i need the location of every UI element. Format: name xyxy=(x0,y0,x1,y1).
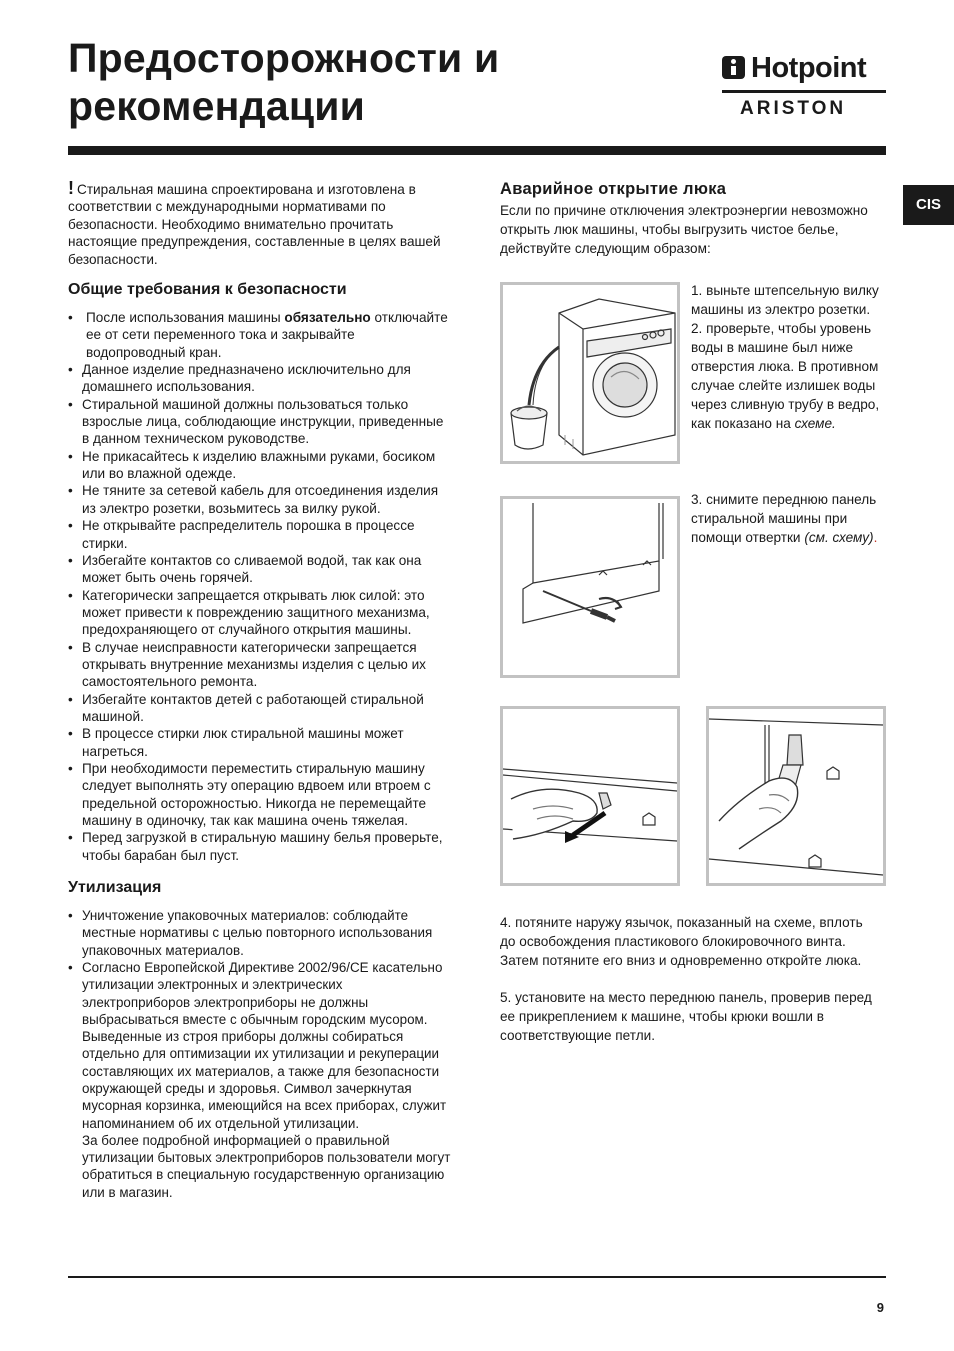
list-item: • Уничтожение упаковочных материалов: соблюдайте местные нормативы с целью повторного использования упаковочных материалов. xyxy=(68,907,452,959)
disposal-list xyxy=(68,907,452,1132)
step-2: 2. проверьте, чтобы уровень воды в машине был ниже отверстия люка. В противном случае слейте излишек воды через сливную трубу в ведро, как показано на схеме. xyxy=(691,321,880,431)
list-item: • Перед загрузкой в стиральную машину белья проверьте, чтобы барабан был пуст. xyxy=(68,829,452,864)
intro-paragraph xyxy=(68,178,452,268)
left-column xyxy=(68,178,452,1201)
figure-drain-bucket xyxy=(500,282,680,464)
page-title: Предосторожности и рекомендации xyxy=(68,35,500,129)
logo-subbrand: ARISTON xyxy=(740,98,847,119)
figure-drain-bucket-drawing xyxy=(503,285,677,461)
safety-heading: Общие требования к безопасности xyxy=(68,281,347,299)
figure-pull-tab xyxy=(500,706,680,886)
list-item: • Не прикасайтесь к изделию влажными руками, босиком или во влажной одежде. xyxy=(68,448,452,483)
step-5: 5. установите на место переднюю панель, проверив перед ее прикреплением к машине, чтобы крюки вошли в соответствующие петли. xyxy=(500,990,872,1043)
right-intro xyxy=(500,179,880,258)
list-item: • При необходимости переместить стиральную машину следует выполнять эту операцию вдвоем или втроем с предельной осторожностью. Никогда не перемещайте машину в одиночку, так как машина очень тяжелая. xyxy=(68,760,452,829)
region-tab: CIS xyxy=(903,185,954,225)
step-4: 4. потяните наружу язычок, показанный на схеме, вплоть до освобождения пластикового блокировочного винта. Затем потяните его вниз и одновременно откройте люка. xyxy=(500,915,863,968)
list-item: • Избегайте контактов детей с работающей стиральной машиной. xyxy=(68,691,452,726)
list-item: • Избегайте контактов со сливаемой водой, так как она может быть очень горячей. xyxy=(68,552,452,587)
logo-brand-text: Hotpoint xyxy=(751,52,867,84)
safety-list xyxy=(68,309,452,864)
disposal-note: За более подробной информацией о правильной утилизации бытовых электроприборов пользователи могут обратиться в специальную государственную организацию или в магазин. xyxy=(82,1132,451,1200)
step-1: 1. выньте штепсельную вилку машины из электро розетки. xyxy=(691,283,879,317)
list-item: • Не открывайте распределитель порошка в процессе стирки. xyxy=(68,517,452,552)
hotpoint-mark-icon xyxy=(722,56,745,79)
emergency-heading: Аварийное открытие люка xyxy=(500,180,727,198)
list-item: • В случае неисправности категорически запрещается открывать внутренние механизмы изделия с целью их самостоятельного ремонта. xyxy=(68,639,452,691)
step-4-5 xyxy=(500,913,880,1045)
figure-pull-down xyxy=(706,706,886,886)
disposal-heading: Утилизация xyxy=(68,879,162,897)
figure-remove-panel-drawing xyxy=(503,499,677,675)
figure-pull-tab-drawing xyxy=(503,709,677,883)
list-item: • Стиральной машиной должны пользоваться только взрослые лица, соблюдающие инструкции, приведенные в данном техническом руководстве. xyxy=(68,396,452,448)
brand-logo xyxy=(722,52,888,122)
emergency-intro: Если по причине отключения электроэнергии невозможно открыть люк машины, чтобы выгрузить чистое белье, действуйте следующим образом: xyxy=(500,203,868,256)
intro-text: Стиральная машина спроектирована и изготовлена в соответствии с международными нормативами по безопасности. Необходимо внимательно прочитать настоящие предупреждения, составленные в целях вашей безопасности. xyxy=(68,182,441,267)
list-item: • Категорически запрещается открывать люк силой: это может привести к повреждению защитного механизма, предохраняющего от случайного открытия машины. xyxy=(68,587,452,639)
figure-remove-panel xyxy=(500,496,680,678)
step-3: 3. снимите переднюю панель стиральной машины при помощи отвертки (см. схему). xyxy=(691,492,878,545)
header-divider xyxy=(68,146,886,155)
footer-divider xyxy=(68,1276,886,1278)
list-item: • В процессе стирки люк стиральной машины может нагреться. xyxy=(68,725,452,760)
list-item: • После использования машины обязательно отключайте ее от сети переменного тока и закрывайте водопроводный кран. xyxy=(68,309,452,361)
page-number: 9 xyxy=(876,1300,884,1315)
logo-brand xyxy=(722,52,866,84)
warning-icon: ! xyxy=(68,178,74,198)
list-item: • Не тяните за сетевой кабель для отсоединения изделия из электро розетки, возьмитесь за вилку рукой. xyxy=(68,482,452,517)
list-item: • Согласно Европейской Директиве 2002/96/CE касательно утилизации электронных и электрических электроприборов электроприборы не должны выбрасываться вместе с обычным городским мусором. Выведенные из строя приборы должны собираться отдельно для оптимизации их утилизации и рекуперации составляющих их материалов, а также для безопасности окружающей среды и здоровья. Символ зачеркнутая мусорная корзинка, имеющийся на всех приборах, служит напоминанием об их отдельной утилизации. xyxy=(68,959,452,1132)
list-item: • Данное изделие предназначено исключительно для домашнего использования. xyxy=(68,361,452,396)
figure-pull-down-drawing xyxy=(709,709,883,883)
step-1-2 xyxy=(691,281,891,433)
logo-rule xyxy=(722,90,886,93)
